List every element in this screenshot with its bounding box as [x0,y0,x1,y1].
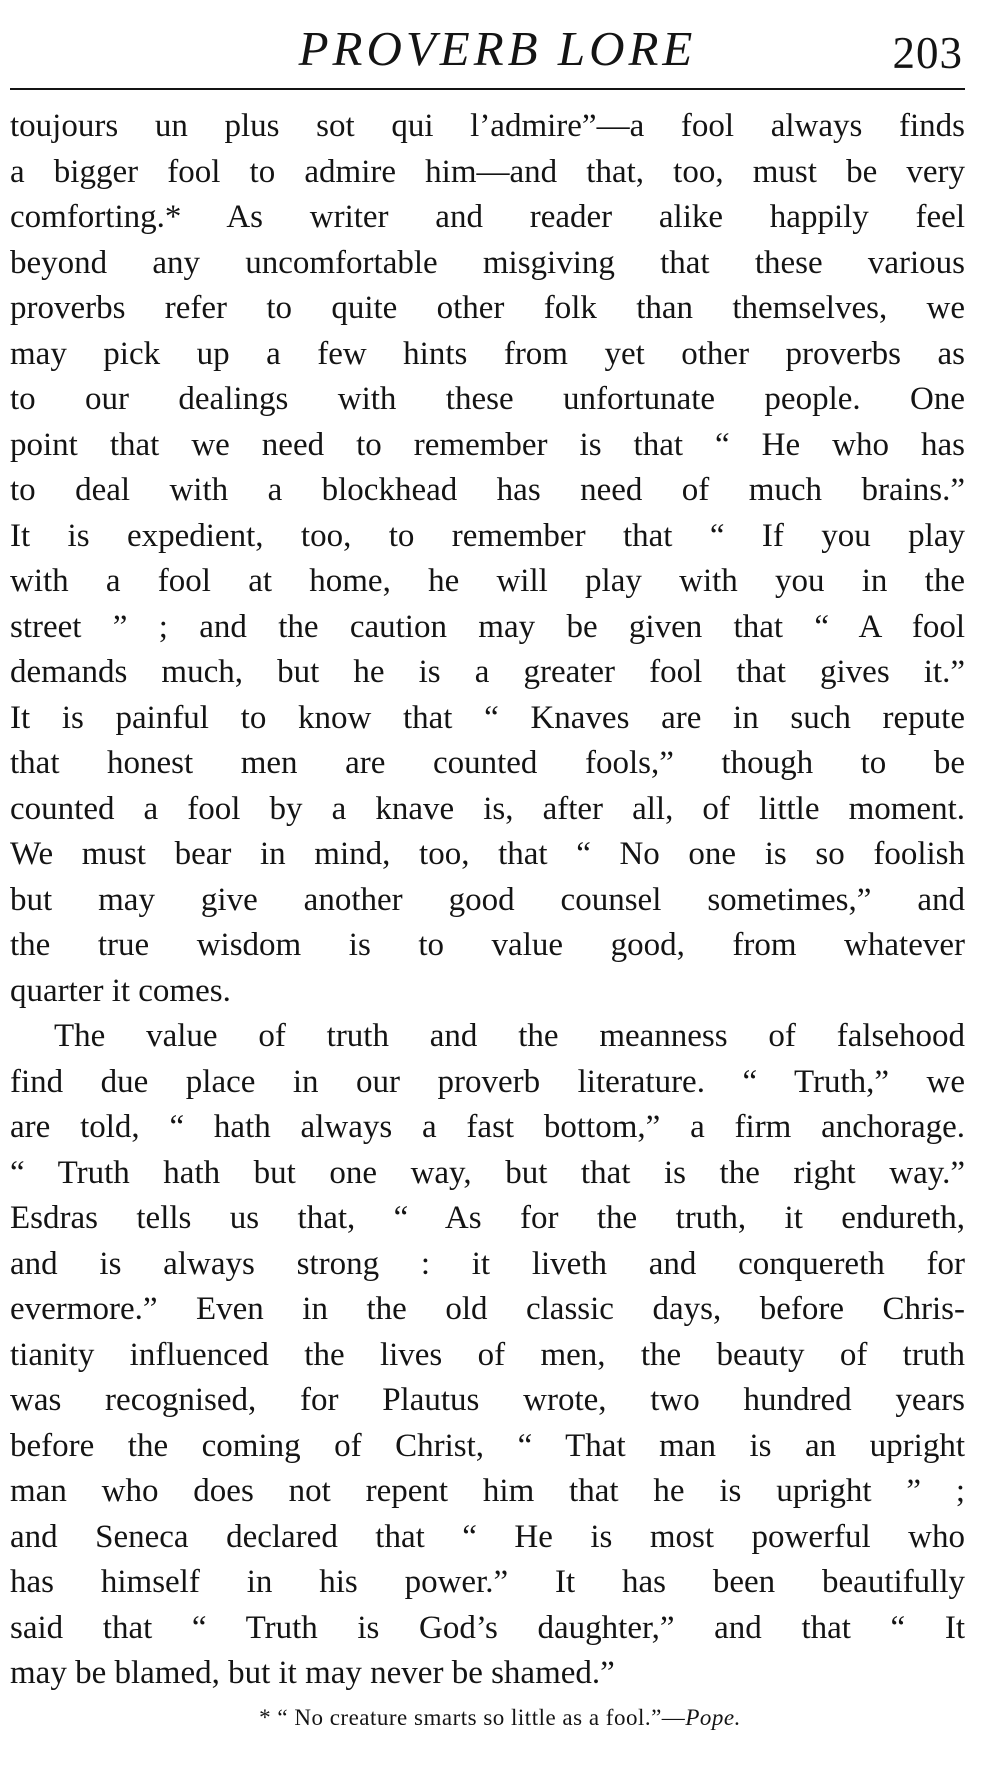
text-line: comforting.* As writer and reader alike happily feel [10,199,965,235]
text-line: and Seneca declared that “ He is most powerful who [10,1518,965,1555]
text-line: said that “ Truth is God’s daughter,” and that “ It [10,1609,965,1646]
header-rule [10,88,965,90]
body-text [10,104,965,1697]
text-line: may be blamed, but it may never be shamed.” [10,1655,615,1691]
text-line: are told, “ hath always a fast bottom,” a firm anchorage. [10,1109,965,1145]
text-line: before the coming of Christ, “ That man is an upright [10,1427,965,1464]
text-line: The value of truth and the meanness of falsehood [54,1018,965,1054]
text-line: but may give another good counsel sometimes,” and [10,881,965,918]
text-line: quarter it comes. [10,972,231,1009]
text-line: It is painful to know that “ Knaves are in such repute [10,699,965,736]
footnote [0,1700,1000,1736]
page-number: 203 [892,28,963,78]
text-line: may pick up a few hints from yet other proverbs as [10,335,965,372]
text-line: has himself in his power.” It has been beautifully [10,1564,965,1600]
text-line: with a fool at home, he will play with you in the [10,563,965,599]
text-line: We must bear in mind, too, that “ No one is so foolish [10,836,965,872]
footnote-text: * “ No creature smarts so little as a fool.”— [259,1705,686,1730]
footnote-author: Pope. [685,1705,741,1730]
text-line: tianity influenced the lives of men, the beauty of truth [10,1336,965,1373]
text-line: demands much, but he is a greater fool that gives it.” [10,654,965,690]
text-line: point that we need to remember is that “ He who has [10,426,965,463]
running-head [10,14,965,76]
paragraph [10,104,965,1014]
text-line: find due place in our proverb literature. “ Truth,” we [10,1063,965,1100]
text-line: to deal with a blockhead has need of much brains.” [10,472,965,508]
text-line: It is expedient, too, to remember that “ If you play [10,517,965,554]
text-line: and is always strong : it liveth and conquereth for [10,1245,965,1282]
text-line: toujours un plus sot qui l’admire”—a fool always finds [10,108,965,144]
paragraph [10,1014,965,1697]
text-line: street ” ; and the caution may be given that “ A fool [10,608,965,645]
text-line: that honest men are counted fools,” though to be [10,745,965,781]
text-line: a bigger fool to admire him—and that, too, must be very [10,153,965,190]
text-line: proverbs refer to quite other folk than themselves, we [10,290,965,326]
text-line: Esdras tells us that, “ As for the truth, it endureth, [10,1200,965,1236]
text-line: beyond any uncomfortable misgiving that these various [10,244,965,281]
text-line: to our dealings with these unfortunate people. One [10,381,965,417]
text-line: was recognised, for Plautus wrote, two hundred years [10,1382,965,1418]
text-line: “ Truth hath but one way, but that is the right way.” [10,1154,965,1191]
text-line: man who does not repent him that he is upright ” ; [10,1473,965,1509]
running-title: PROVERB LORE [298,21,697,76]
text-line: counted a fool by a knave is, after all, of little moment. [10,790,965,827]
text-line: evermore.” Even in the old classic days, before Chris- [10,1291,965,1327]
text-line: the true wisdom is to value good, from whatever [10,927,965,963]
